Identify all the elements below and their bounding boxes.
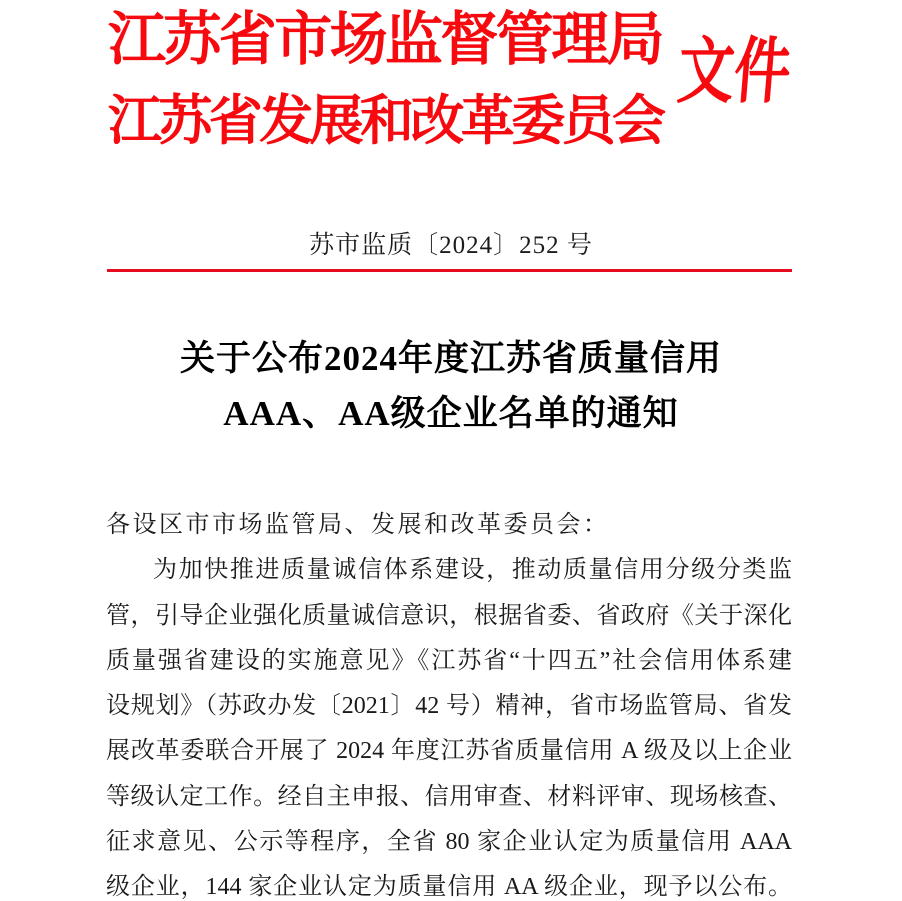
letterhead-org-name-line1: 江苏省市场监督管理局 (108, 7, 663, 72)
document-title-line2: AAA、AA级企业名单的通知 (223, 394, 679, 433)
document-title (0, 331, 902, 441)
paragraph-line: 级企业，144 家企业认定为质量信用 AA 级企业，现予以公布。 (106, 874, 792, 901)
document-title-line1: 关于公布2024年度江苏省质量信用 (179, 339, 722, 378)
document-reference-number: 苏市监质〔2024〕252 号 (309, 232, 593, 259)
letterhead-org-name-line2: 江苏省发展和改革委员会 (108, 91, 663, 151)
paragraph-line: 展改革委联合开展了 2024 年度江苏省质量信用 A 级及以上企业 (106, 738, 792, 765)
letterhead-divider-rule (107, 269, 792, 272)
salutation-line: 各设区市市场监管局、发展和改革委员会： (106, 512, 610, 538)
paragraph-line: 等级认定工作。经自主申报、信用审查、材料评审、现场核查、 (106, 783, 792, 810)
paragraph-line: 征求意见、公示等程序，全省 80 家企业认定为质量信用 AAA (106, 829, 792, 856)
paragraph-line: 管，引导企业强化质量诚信意识，根据省委、省政府《关于深化 (106, 602, 792, 629)
paragraph-line: 质量强省建设的实施意见》《江苏省“十四五”社会信用体系建 (106, 647, 792, 674)
paragraph-line: 设规划》（苏政办发〔2021〕42 号）精神，省市场监管局、省发 (106, 693, 792, 720)
paragraph-line: 为加快推进质量诚信体系建设，推动质量信用分级分类监 (153, 557, 792, 584)
document-body (106, 503, 792, 901)
letterhead-doc-type-label: 文件 (674, 32, 794, 112)
